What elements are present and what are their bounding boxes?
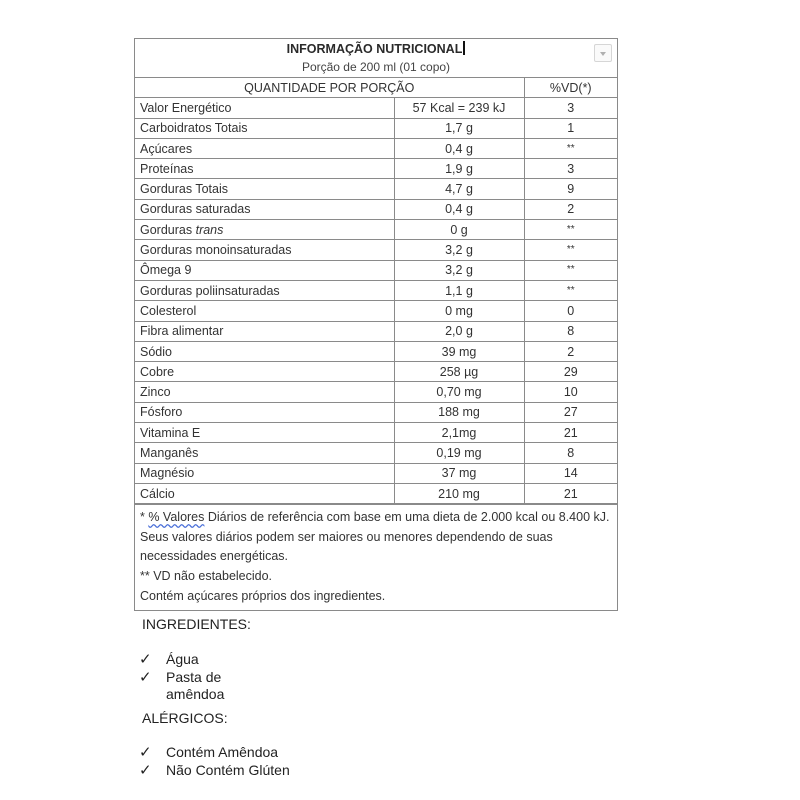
nutrient-name: Carboidratos Totais bbox=[135, 118, 394, 138]
nutrient-name: Colesterol bbox=[135, 301, 394, 321]
nutrition-facts-table bbox=[134, 38, 618, 611]
nutrient-name: Valor Energético bbox=[135, 98, 394, 118]
nutrient-quantity: 0,4 g bbox=[394, 138, 524, 158]
table-title[interactable] bbox=[135, 41, 617, 56]
table-row bbox=[135, 341, 617, 361]
table-row bbox=[135, 179, 617, 199]
table-row bbox=[135, 402, 617, 422]
nutrient-name: Fósforo bbox=[135, 402, 394, 422]
nutrient-name: Cálcio bbox=[135, 483, 394, 503]
nutrient-quantity: 210 mg bbox=[394, 483, 524, 503]
list-item: ✓ Água bbox=[139, 651, 199, 668]
nutrient-daily-value: 0 bbox=[524, 301, 617, 321]
nutrient-quantity: 0,4 g bbox=[394, 199, 524, 219]
allergens-title: ALÉRGICOS: bbox=[142, 710, 228, 726]
table-row bbox=[135, 199, 617, 219]
footnote-sugars: Contém açúcares próprios dos ingredientes. bbox=[140, 588, 386, 603]
nutrient-name: Gorduras monoinsaturadas bbox=[135, 240, 394, 260]
nutrient-daily-value: 8 bbox=[524, 443, 617, 463]
nutrient-daily-value: 29 bbox=[524, 362, 617, 382]
allergens-list bbox=[139, 744, 290, 779]
nutrient-quantity: 1,9 g bbox=[394, 159, 524, 179]
nutrient-name: Fibra alimentar bbox=[135, 321, 394, 341]
table-row bbox=[135, 321, 617, 341]
nutrient-quantity: 0 g bbox=[394, 220, 524, 240]
check-icon: ✓ bbox=[139, 761, 152, 779]
nutrient-quantity: 4,7 g bbox=[394, 179, 524, 199]
nutrient-name: Zinco bbox=[135, 382, 394, 402]
nutrient-quantity: 0,70 mg bbox=[394, 382, 524, 402]
nutrient-quantity: 0 mg bbox=[394, 301, 524, 321]
nutrient-quantity: 3,2 g bbox=[394, 240, 524, 260]
column-header-row bbox=[135, 78, 617, 98]
nutrient-daily-value: ** bbox=[524, 138, 617, 158]
table-row bbox=[135, 443, 617, 463]
nutrient-name: Gorduras poliinsaturadas bbox=[135, 280, 394, 300]
nutrient-name: Cobre bbox=[135, 362, 394, 382]
nutrient-name: Gorduras trans bbox=[135, 220, 394, 240]
check-icon: ✓ bbox=[139, 651, 152, 668]
nutrient-name: Manganês bbox=[135, 443, 394, 463]
table-row bbox=[135, 463, 617, 483]
nutrient-daily-value: 1 bbox=[524, 118, 617, 138]
dv-column-header: %VD(*) bbox=[524, 78, 617, 98]
nutrient-quantity: 1,7 g bbox=[394, 118, 524, 138]
nutrient-name: Magnésio bbox=[135, 463, 394, 483]
table-row bbox=[135, 280, 617, 300]
nutrient-name: Proteínas bbox=[135, 159, 394, 179]
check-icon: ✓ bbox=[139, 744, 152, 761]
table-row bbox=[135, 260, 617, 280]
nutrient-name: Gorduras saturadas bbox=[135, 199, 394, 219]
table-row bbox=[135, 159, 617, 179]
table-row bbox=[135, 138, 617, 158]
nutrient-daily-value: 14 bbox=[524, 463, 617, 483]
nutrient-grid bbox=[135, 78, 617, 504]
table-row bbox=[135, 220, 617, 240]
nutrient-daily-value: ** bbox=[524, 220, 617, 240]
nutrient-name: Gorduras Totais bbox=[135, 179, 394, 199]
nutrient-quantity: 188 mg bbox=[394, 402, 524, 422]
serving-size: Porção de 200 ml (01 copo) bbox=[301, 60, 451, 74]
list-item: ✓ Contém Amêndoa bbox=[139, 744, 279, 761]
nutrient-daily-value: 8 bbox=[524, 321, 617, 341]
nutrient-daily-value: ** bbox=[524, 240, 617, 260]
nutrient-quantity: 1,1 g bbox=[394, 280, 524, 300]
nutrient-daily-value: ** bbox=[524, 260, 617, 280]
text-cursor bbox=[463, 41, 465, 55]
check-icon: ✓ bbox=[139, 668, 152, 686]
table-footnotes bbox=[135, 504, 617, 610]
table-row bbox=[135, 483, 617, 503]
nutrient-name: Açúcares bbox=[135, 138, 394, 158]
nutrient-daily-value: 2 bbox=[524, 341, 617, 361]
nutrient-name: Vitamina E bbox=[135, 423, 394, 443]
nutrient-quantity: 2,1mg bbox=[394, 423, 524, 443]
table-row bbox=[135, 98, 617, 118]
nutrient-quantity: 0,19 mg bbox=[394, 443, 524, 463]
nutrient-name: Sódio bbox=[135, 341, 394, 361]
chevron-down-icon[interactable] bbox=[594, 44, 612, 62]
table-header bbox=[135, 39, 617, 78]
list-item: ✓ Pasta de amêndoa bbox=[139, 668, 225, 702]
nutrient-daily-value: ** bbox=[524, 280, 617, 300]
table-row bbox=[135, 382, 617, 402]
footnote-daily-values: * % Valores Diários de referência com base em uma dieta de 2.000 kcal ou 8.400 kJ. Seus valores diários podem ser maiores ou menores dependendo de suas necessidades energéticas. bbox=[140, 510, 610, 564]
nutrient-daily-value: 3 bbox=[524, 159, 617, 179]
quantity-column-header: QUANTIDADE POR PORÇÃO bbox=[135, 78, 524, 98]
nutrient-quantity: 3,2 g bbox=[394, 260, 524, 280]
table-row bbox=[135, 362, 617, 382]
nutrient-daily-value: 9 bbox=[524, 179, 617, 199]
nutrient-daily-value: 21 bbox=[524, 423, 617, 443]
table-title-text: INFORMAÇÃO NUTRICIONAL bbox=[286, 42, 463, 56]
nutrient-name: Ômega 9 bbox=[135, 260, 394, 280]
nutrient-quantity: 57 Kcal = 239 kJ bbox=[394, 98, 524, 118]
nutrient-daily-value: 27 bbox=[524, 402, 617, 422]
nutrient-daily-value: 2 bbox=[524, 199, 617, 219]
nutrient-daily-value: 10 bbox=[524, 382, 617, 402]
spellcheck-underlined-text: % Valores bbox=[148, 510, 205, 525]
table-row bbox=[135, 240, 617, 260]
nutrient-quantity: 37 mg bbox=[394, 463, 524, 483]
ingredients-title: INGREDIENTES: bbox=[142, 616, 251, 632]
table-row bbox=[135, 423, 617, 443]
nutrient-daily-value: 21 bbox=[524, 483, 617, 503]
nutrient-quantity: 258 µg bbox=[394, 362, 524, 382]
table-row bbox=[135, 118, 617, 138]
ingredients-list bbox=[139, 651, 261, 704]
nutrient-daily-value: 3 bbox=[524, 98, 617, 118]
nutrient-quantity: 39 mg bbox=[394, 341, 524, 361]
list-item: ✓ Não Contém Glúten bbox=[139, 761, 290, 779]
nutrient-quantity: 2,0 g bbox=[394, 321, 524, 341]
table-row bbox=[135, 301, 617, 321]
footnote-vd-not-established: ** VD não estabelecido. bbox=[140, 569, 273, 584]
